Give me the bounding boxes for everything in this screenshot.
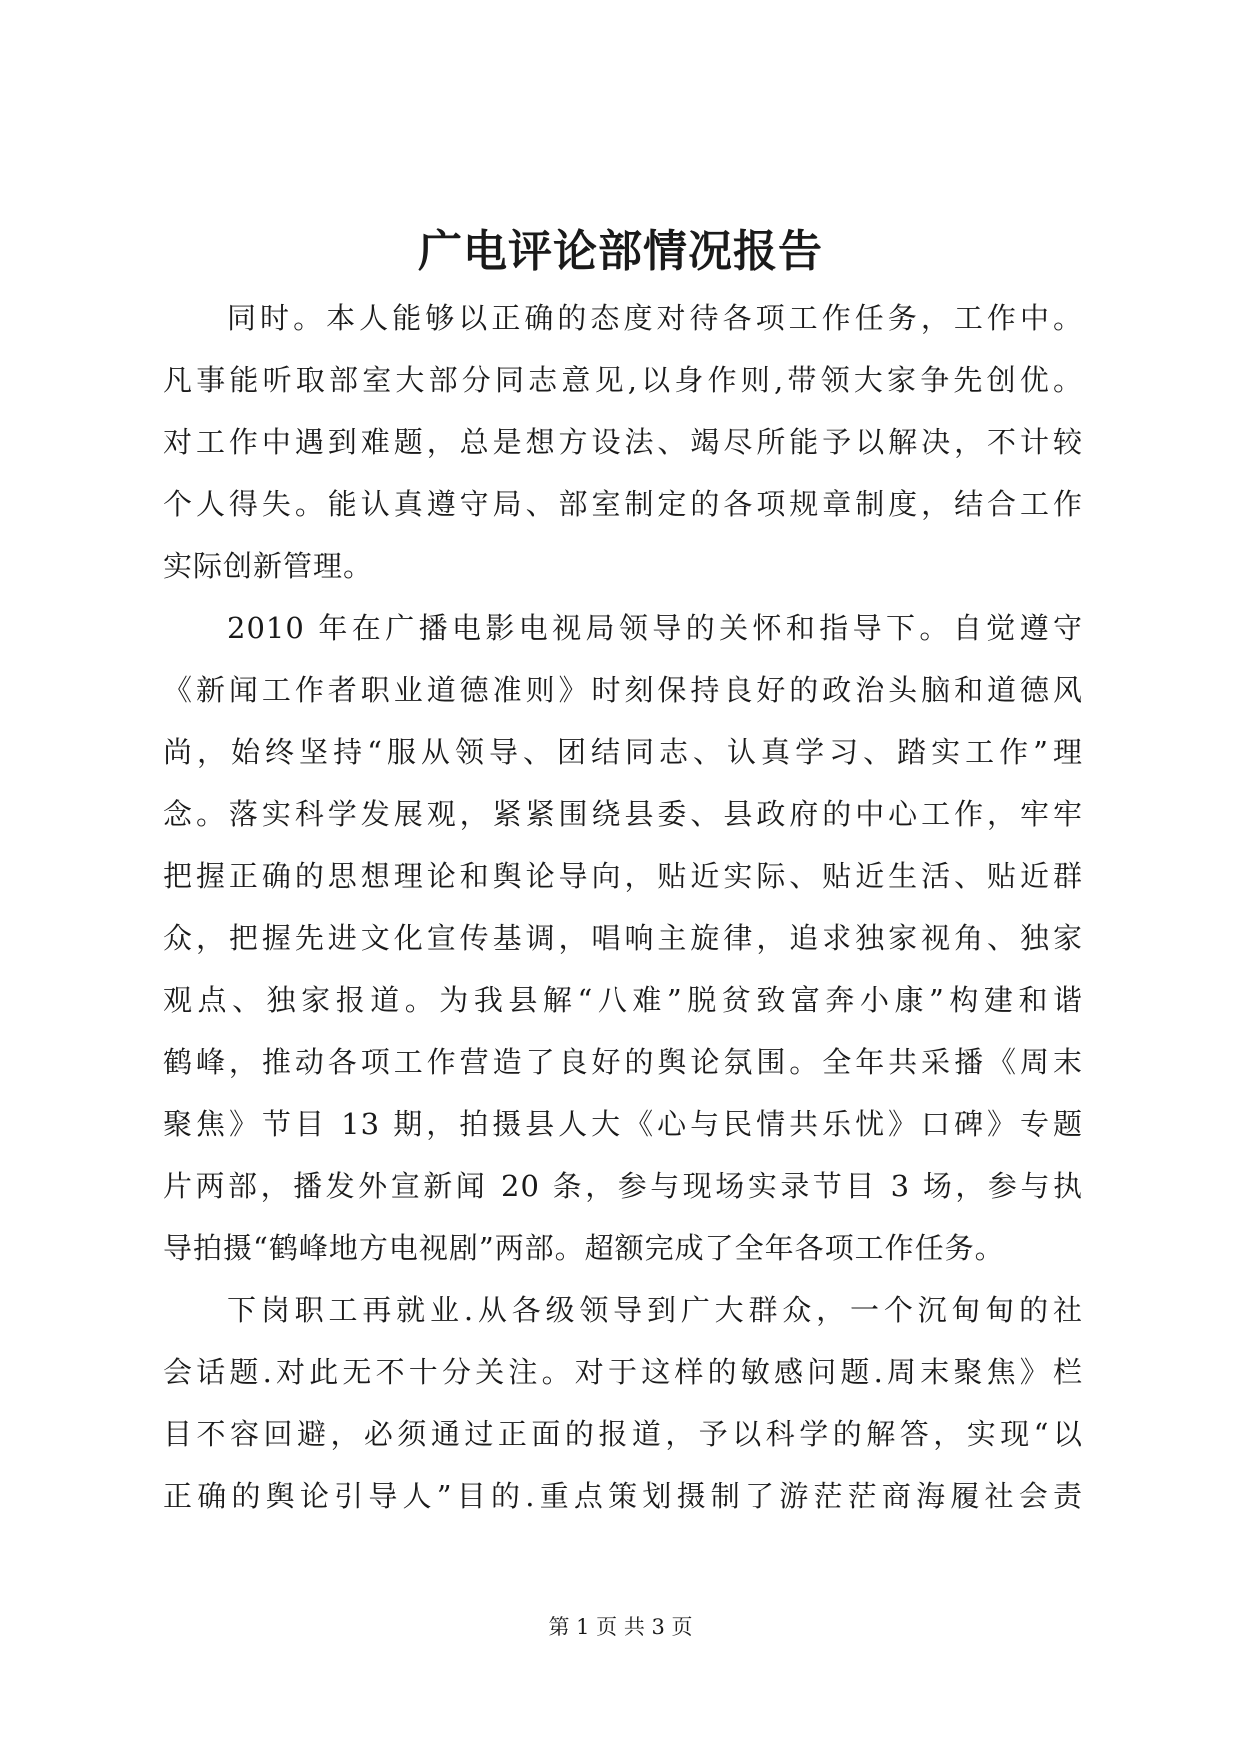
page-footer: 第 1 页 共 3 页: [548, 1615, 693, 1639]
paragraph-1-line-1: 同时。本人能够以正确的态度对待各项工作任务，工作中。: [227, 301, 1083, 335]
paragraph-2-line-6: 众，把握先进文化宣传基调，唱响主旋律，追求独家视角、独家: [163, 921, 1083, 955]
paragraph-2-line-10: 片两部，播发外宣新闻 20 条，参与现场实录节目 3 场，参与执: [163, 1169, 1083, 1203]
paragraph-2-line-5: 把握正确的思想理论和舆论导向，贴近实际、贴近生活、贴近群: [163, 859, 1083, 893]
paragraph-2-line-4: 念。落实科学发展观，紧紧围绕县委、县政府的中心工作，牢牢: [163, 797, 1083, 831]
paragraph-2-line-1: 2010 年在广播电影电视局领导的关怀和指导下。自觉遵守: [227, 611, 1083, 645]
paragraph-2-line-8: 鹤峰，推动各项工作营造了良好的舆论氛围。全年共采播《周末: [163, 1045, 1083, 1079]
paragraph-1-line-2: 凡事能听取部室大部分同志意见,以身作则,带领大家争先创优。: [163, 363, 1083, 397]
paragraph-1-line-3: 对工作中遇到难题，总是想方设法、竭尽所能予以解决，不计较: [163, 425, 1083, 459]
paragraph-3-line-3: 目不容回避，必须通过正面的报道，予以科学的解答，实现“以: [163, 1417, 1083, 1451]
document-body: [163, 287, 1083, 1527]
paragraph-2-line-9: 聚焦》节目 13 期，拍摄县人大《心与民情共乐忧》口碑》专题: [163, 1107, 1083, 1141]
paragraph-3-line-4: 正确的舆论引导人”目的.重点策划摄制了游茫茫商海履社会责: [163, 1479, 1083, 1513]
document-title: 广电评论部情况报告: [418, 226, 823, 277]
paragraph-1-line-5: 实际创新管理。: [163, 549, 374, 583]
paragraph-1-line-4: 个人得失。能认真遵守局、部室制定的各项规章制度，结合工作: [163, 487, 1083, 521]
paragraph-2-line-7: 观点、独家报道。为我县解“八难”脱贫致富奔小康”构建和谐: [163, 983, 1083, 1017]
paragraph-2-line-3: 尚，始终坚持“服从领导、团结同志、认真学习、踏实工作”理: [163, 735, 1083, 769]
paragraph-3-line-2: 会话题.对此无不十分关注。对于这样的敏感问题.周末聚焦》栏: [163, 1355, 1083, 1389]
paragraph-2-line-11: 导拍摄“鹤峰地方电视剧”两部。超额完成了全年各项工作任务。: [163, 1231, 1005, 1265]
paragraph-3-line-1: 下岗职工再就业.从各级领导到广大群众，一个沉甸甸的社: [227, 1293, 1083, 1327]
paragraph-2-line-2: 《新闻工作者职业道德准则》时刻保持良好的政治头脑和道德风: [163, 673, 1083, 707]
